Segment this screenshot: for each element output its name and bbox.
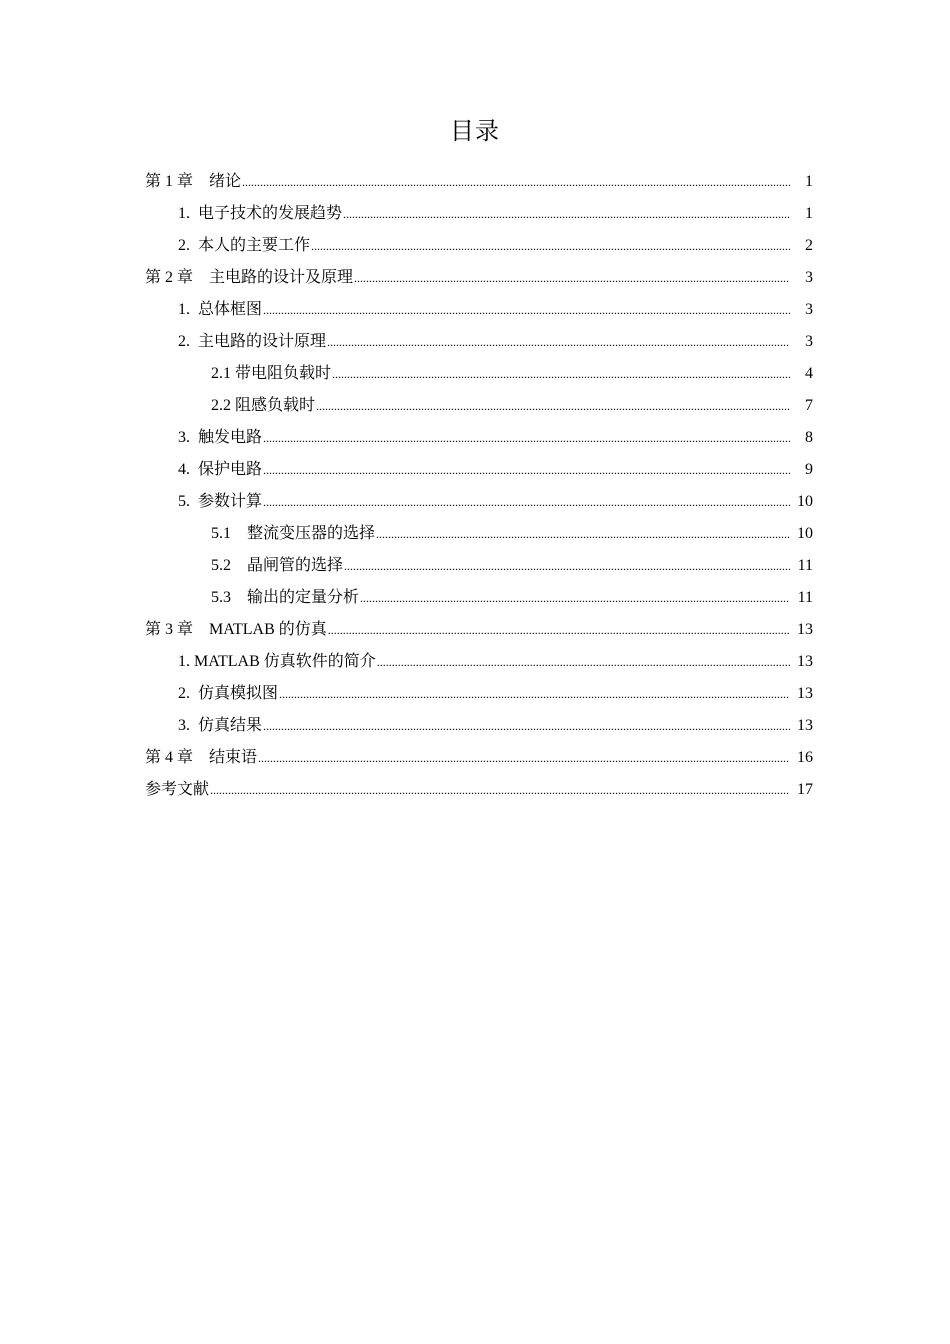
toc-dot-leader <box>263 294 790 326</box>
toc-entry-label: 2. 仿真模拟图 <box>178 685 279 702</box>
toc-entry-page-number: 13 <box>797 717 813 734</box>
toc-entry-label: 5. 参数计算 <box>178 493 263 510</box>
toc-entry[interactable] <box>145 486 813 518</box>
toc-dot-leader <box>316 390 790 422</box>
toc-entry-label: 1. 电子技术的发展趋势 <box>178 205 343 222</box>
toc-entry-label: 第 2 章 主电路的设计及原理 <box>145 269 354 286</box>
toc-entry-label: 2. 本人的主要工作 <box>178 237 311 254</box>
toc-entry-page-number: 1 <box>805 173 813 190</box>
toc-entry-page-number: 16 <box>797 749 813 766</box>
toc-entry[interactable] <box>145 166 813 198</box>
toc-entry-page-number: 13 <box>797 685 813 702</box>
toc-dot-leader <box>263 486 790 518</box>
table-of-contents <box>145 166 813 806</box>
toc-entry-label: 5.3 输出的定量分析 <box>211 589 360 606</box>
toc-entry[interactable] <box>145 326 813 358</box>
toc-entry-page-number: 2 <box>805 237 813 254</box>
toc-entry[interactable] <box>145 262 813 294</box>
toc-dot-leader <box>327 326 790 358</box>
toc-entry[interactable] <box>145 518 813 550</box>
toc-entry[interactable] <box>145 294 813 326</box>
toc-dot-leader <box>210 774 790 806</box>
toc-entry-page-number: 11 <box>797 557 813 574</box>
toc-entry-page-number: 11 <box>797 589 813 606</box>
toc-dot-leader <box>328 614 790 646</box>
toc-dot-leader <box>263 710 790 742</box>
toc-entry-page-number: 7 <box>805 397 813 414</box>
toc-entry[interactable] <box>145 358 813 390</box>
toc-dot-leader <box>377 646 790 678</box>
toc-entry-label: 4. 保护电路 <box>178 461 263 478</box>
toc-dot-leader <box>360 582 790 614</box>
toc-entry-label: 2. 主电路的设计原理 <box>178 333 327 350</box>
toc-dot-leader <box>354 262 790 294</box>
toc-entry-label: 2.1 带电阻负载时 <box>211 365 332 382</box>
toc-entry[interactable] <box>145 710 813 742</box>
toc-entry-label: 3. 仿真结果 <box>178 717 263 734</box>
toc-entry-page-number: 10 <box>797 525 813 542</box>
toc-entry-label: 5.1 整流变压器的选择 <box>211 525 376 542</box>
toc-dot-leader <box>279 678 790 710</box>
toc-entry-page-number: 13 <box>797 653 813 670</box>
toc-entry[interactable] <box>145 422 813 454</box>
toc-entry[interactable] <box>145 742 813 774</box>
toc-dot-leader <box>263 422 790 454</box>
toc-entry[interactable] <box>145 774 813 806</box>
toc-entry[interactable] <box>145 230 813 262</box>
toc-entry-label: 参考文献 <box>145 781 210 798</box>
toc-entry-page-number: 4 <box>805 365 813 382</box>
toc-entry-page-number: 13 <box>797 621 813 638</box>
toc-entry[interactable] <box>145 550 813 582</box>
toc-entry[interactable] <box>145 454 813 486</box>
toc-entry-label: 3. 触发电路 <box>178 429 263 446</box>
toc-title: 目录 <box>450 119 500 145</box>
toc-entry-label: 1. MATLAB 仿真软件的简介 <box>178 653 376 670</box>
toc-entry-page-number: 8 <box>805 429 813 446</box>
toc-entry-page-number: 3 <box>805 301 813 318</box>
toc-dot-leader <box>376 518 790 550</box>
toc-entry-page-number: 9 <box>805 461 813 478</box>
toc-dot-leader <box>332 358 790 390</box>
toc-entry-label: 1. 总体框图 <box>178 301 263 318</box>
toc-entry-page-number: 17 <box>797 781 813 798</box>
toc-dot-leader <box>242 166 790 198</box>
toc-entry-label: 第 4 章 结束语 <box>145 749 258 766</box>
toc-entry-label: 5.2 晶闸管的选择 <box>211 557 344 574</box>
toc-dot-leader <box>344 550 790 582</box>
toc-entry-label: 第 1 章 绪论 <box>145 173 242 190</box>
toc-entry[interactable] <box>145 582 813 614</box>
toc-dot-leader <box>343 198 790 230</box>
toc-entry-label: 第 3 章 MATLAB 的仿真 <box>145 621 327 638</box>
toc-entry[interactable] <box>145 198 813 230</box>
toc-entry[interactable] <box>145 390 813 422</box>
toc-entry[interactable] <box>145 678 813 710</box>
toc-entry-page-number: 3 <box>805 333 813 350</box>
toc-entry-page-number: 3 <box>805 269 813 286</box>
toc-dot-leader <box>263 454 790 486</box>
toc-dot-leader <box>258 742 790 774</box>
toc-dot-leader <box>311 230 790 262</box>
toc-entry-label: 2.2 阻感负载时 <box>211 397 316 414</box>
toc-entry[interactable] <box>145 614 813 646</box>
toc-entry-page-number: 1 <box>805 205 813 222</box>
toc-entry[interactable] <box>145 646 813 678</box>
toc-entry-page-number: 10 <box>797 493 813 510</box>
